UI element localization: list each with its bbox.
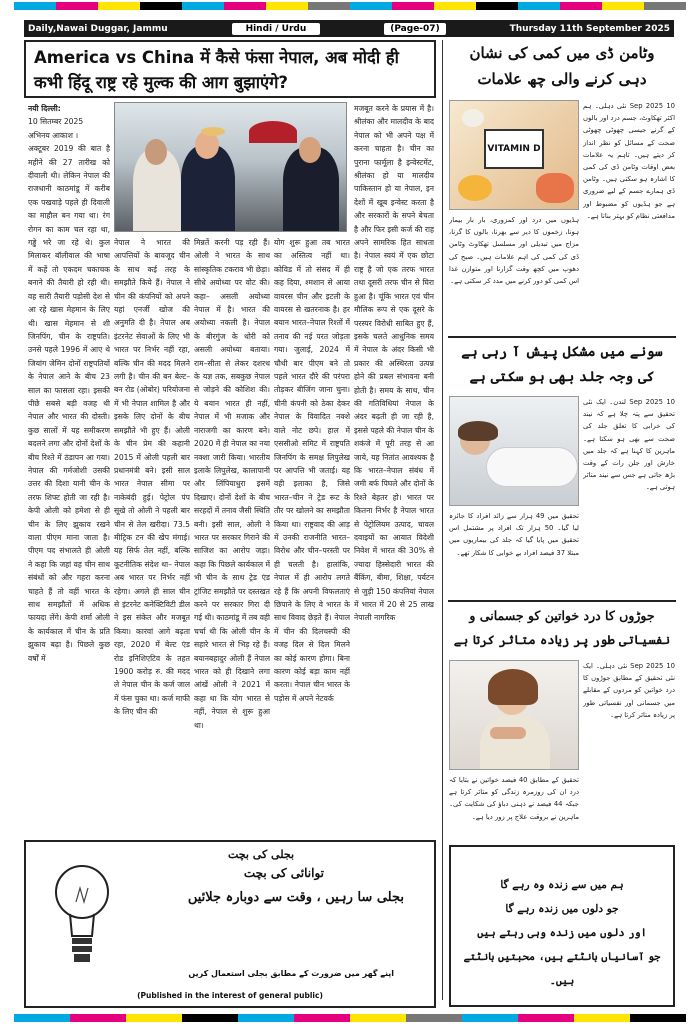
lead-story-col-4 [274,236,350,840]
dateline: नयी दिल्ली: [28,104,61,113]
quote-line-3: اور دلوں میں زندہ وہی رہتے ہیں [477,927,647,939]
registration-strip [14,2,686,10]
rule [448,336,676,338]
story-text: नेपाल ने भारत की आपत्तियों के बावजूद चीन के साथ कई तरह के समझौते किये हैं। नेपाल ने चीन की कंपनियों को अपने यहां एनर्जी खोज की अनुमति दी है। नेपाल अब इंटरनेट सेवाओं के लिए भी भारत पर निर्भर नहीं रहा, बल्कि चीन की मदद मिलने लगी है। चीन की बन बेल्ट–बन रोड (ओबोर) परियोजना में भी नेपाल शामिल है और इसके लिए दोनों के बीच समझौते भी हुए हैं। ओली के चीन प्रेम की कहानी 2015 में ओली पहली बार प्रधानमंत्री बने। इसी साल भारत नेपाल सीमा पर नाकेबंदी हुई। पेट्रोल पंप सूखे तो ओली ने पहली बार चीन से तेल खरीदा। 73.5 मीट्रिक टन की खेप मंगाई। यह सिर्फ तेल नहीं, बल्कि कूटनीतिक संदेश था– नेपाल अब भारत पर निर्भर नहीं रहेगा। अगले ही साल चीन से इंटरनेट कनेक्टिविटी डील ने इस संकेत और मजबूत किया। कारवां आगे बढ़ता रहा, 2020 में बेल्ट एंड रोड इनिशिएटिव के तहत 1900 करोड़ रु. की मदद ले नेपाल चीन के कर्ज जाल में फंस चुका था। कर्ज माफी के लिए चीन की [114,238,190,717]
story-text: تحقیق میں 49 ہزار سے زائد افراد کا جائزہ لیا گیا۔ 50 ہزار تک افراد پر مشتمل اس تحقیق میں پایا گیا کہ جلد کی بیماریوں میں مبتلا 37 فیصد افراد بے خوابی کا شکار تھے۔ [449,512,579,557]
paper-title: Daily,Nawai Duggar, Jammu [28,23,168,34]
story-text: 10 Sep 2025 نئی دہلی۔ ہم اکثر تھکاوٹ، جسم درد اور بالوں کے گرنے جیسی چھوٹی چھوٹی صحت کے مسائل کو نظر انداز کر دیتے ہیں۔ تاہم یہ علامات بعض اوقات وٹامن ڈی کی کمی کا اشارہ ہو سکتی ہیں۔ وٹامن ڈی ہمارے جسم کے لیے ضروری ہے جو ہڈیوں کو مضبوط اور مدافعتی نظام کو بہتر بناتا ہے۔ [583,102,675,220]
story-text: 10 Sep 2025 لندن۔ ایک نئی تحقیق سے پتہ چلا ہے کہ نیند کی خرابی کا تعلق جلد کی صحت سے بھی ہو سکتا ہے۔ ماہرین کا کہنا ہے کہ جلد میں خارش اور جلن رات کے وقت بڑھ جاتی ہے جس سے نیند متاثر ہوتی ہے۔ [583,398,675,492]
lead-story-col-5 [354,102,434,840]
vitamin-headline-line-1: وٹامن ڈی میں کمی کی نشان [469,44,655,62]
lead-story-col-3 [194,236,270,840]
vitamin-photo [449,100,579,210]
sleep-col-right [583,396,675,596]
joint-headline-line-1: جوڑوں کا درد خواتین کو جسمانی و [469,608,655,623]
sleep-col-left [449,510,579,596]
sleep-headline-line-2: کی وجہ جلد بھی ہو سکتی ہے [469,369,655,385]
lead-story-col-1 [28,102,110,840]
story-text: अक्टूबर 2019 की बात है महीने की 27 तारीख को दीवाली थी। लेकिन नेपाल की राजधानी काठमांडू में करीब एक पखवाड़े पहले ही दिवाली का माहौल बन गया था। रंग रोगन का काम चल रहा था, गड्ढे भरे जा रहे थे। कुल मिलाकर बॉलीवाल की भाषा में कहें तो एकदम चकाचक बनाने की तैयारी हो रही थी। वह सारी तैयारी पड़ोसी देश से आ रहे खास मेहमान के लिए थी। खास मेहमान से शी जिनपिंग, चीन के राष्ट्रपति। उनसे पहले 1996 में आए थे जियांग जेमिन दोनों राष्ट्रपतियों के नेपाल आने के बीच 23 साल का फासला रहा। इसकी पीछे सबसे बड़ी वजह थी नेपाल और भारत की दोस्ती। कुछ सालों में यह समीकरण बदलने लगा और दोनों देशों के बीच रिश्ते में ठंडापन आ गया। नेपाल की गर्मजोशी उसकी उत्तर की दिशा यानी चीन के तरफ शिफ्ट होती जा रही है। केपी ओली को हमेशा से ही चीन के लिए झुकाव रखने वाला पीएम माना जाता है। पीएम पद संभालते ही ओली ने कहा कि जहां वह चीन साथ संबंधों को और गहरा करना चाहते हैं तो वहीं भारत के साथ समझौतों में अधिक फायदा लेंगे। केपी शर्मा ओली के कार्यकाल में चीन के प्रति झुकाव बढ़ा है। पिछले कुछ वर्षों में [28,144,110,663]
quote-box [449,845,675,1007]
vitamin-card: VITAMIN D [484,129,544,169]
story-text: मजबूत करने के प्रयास में है। श्रीलंका और मालदीव के बाद नेपाल को भी अपने पक्ष में करना चाहता है। चीन का पुराना फार्मूला है इन्वेस्टमेंट, श्रीलंका हो या मालदीव पाकिस्तान हो या नेपाल, इन देशों में खूब इन्वेस्ट करता है और सरकारों के सपने बेचता है और फिर इसी कर्ज की राह अपने सामरिक हित साधता है। नेपाल स्वयं में एक छोटा राष्ट्र है जो एक तरफ भारत तथा दूसरी तरफ चीन से घिरा हुआ है। चूंकि भारत एवं चीन मौलिक रूप से एक दूसरे के परस्पर विरोधी साबित हुए हैं, इसके चलते आधुनिक समय में नेपाल के अंदर किसी भी प्रकार की अस्थिरता उत्पन्न होने की प्रबल संभावना बनी होती है। समय के साथ, चीन की गतिविधियां नेपाल के अंदर बढ़ती ही जा रही है, इससे पहले की नेपाल चीन के शकंजे में पूरी तरह से आ जाये, यह नितांत आवश्यक है कि भारत–नेपाल संबंध में जमी बर्फ पिघले और दोनों के रिश्ते बेहतर हो। भारत पर कितना निर्भर है नेपाल भारत से पेट्रोलियम उत्पाद, चावल दवाइयों का आयात विदेशी निवेश में भारत की 30% से ज्यादा हिस्सेदारी भारत की बैंकिंग, बीमा, शिक्षा, पर्यटन से जुड़ी 150 कंपनियां नेपाल में भारत में 20 से 25 लाख नेपाली नागरिक [354,104,434,623]
joint-col-left [449,774,579,836]
joint-photo [449,660,579,770]
electricity-ad [24,840,436,1008]
joint-headline [448,604,676,652]
dateline-date: 10 सितम्बर 2025 [28,117,84,127]
author: अभिनय आकाश । [28,130,79,140]
story-text: मिन्नतें करनी पड़ रही हैं। ओली ने भारत के साथ सांस्कृतिक टकराव भी छेड़ा। सीधे अयोध्या पर वोट की। कहा– असली अयोध्या नेपाल में है। भारत की अयोध्या नकली है। नेपाल के बीरगुंज के थोरी को असली अयोध्या बताया। राम–सीता से लेकर दशरथ के यज्ञ तक, सबकुछ नेपाल से जोड़ने की कोशिश की। ये बयान भारत ही नहीं, नेपाल में भी मजाक और नाराजगी का कारण बने। 2020 में ही नेपाल का नया नक्शा जारी किया। भारतीय इलाके लिपुलेख, कालापानी और लिंपियाधुरा इसमें दिखाए। दोनों देशों के बीच सरहदों में तनाव जैसी स्थिति बनी। इसी साल, ओली ने भारत पर सरकार गिराने की साजिश का आरोप जड़ा। कहा कि पिछले कार्यकाल में भी चीन के साथ ट्रेड एंड ट्रांजिट समझौते पर दस्तखत करने पर सरकार गिरा दी गई थी। काठमांडू में तब वही चर्चा थी कि ओली चीन के सहारे भारत से भिड़ रहे हैं। बयानबहादुर ओली हैं नेपाल भारत को ही दिखाने लगा आंखें ओली ने 2021 में कहा था कि योग भारत से नहीं, नेपाल से शुरू हुआ था। [194,238,270,730]
quote-line-2: جو دلوں میں زندہ رہے گا [505,903,619,915]
sleep-headline-line-1: سونے میں مشکل پیش آ رہی ہے [461,344,663,360]
ad-line-1: بجلی کی بچت [228,848,294,861]
vitamin-col-left [449,214,579,332]
ad-line-4: اپنے گھر میں ضرورت کے مطابق بجلی استعمال کریں [188,969,394,978]
ad-line-2: توانائی کی بچت [243,866,324,880]
language-label: Hindi / Urdu [232,23,321,35]
page-number: (Page-07) [384,23,445,35]
rule [448,600,676,602]
story-text: ہڈیوں میں درد اور کمزوری، بار بار بیمار ہونا، زخموں کا دیر سے بھرنا، بالوں کا گرنا، مزاج میں تبدیلی اور مسلسل تھکاوٹ وٹامن ڈی کی کمی کی اہم علامات ہیں۔ صبح کی دھوپ میں کچھ وقت گزارنا اور متوازن غذا اس کمی کو دور کرنے میں مدد کر سکتی ہے۔ [449,216,579,286]
story-text: تحقیق کے مطابق 40 فیصد خواتین نے بتایا کہ درد ان کی روزمرہ زندگی کو متاثر کرتا ہے جبکہ 44 فیصد نے ذہنی دباؤ کی شکایت کی۔ ماہرین نے بروقت علاج پر زور دیا ہے۔ [449,776,579,821]
masthead [24,20,674,37]
vitamin-headline-line-2: دہی کرنے والی چھ علامات [477,70,647,88]
lead-headline-box [24,40,436,98]
vitamin-col-right [583,100,675,332]
ad-line-5: (Published in the interest of general public) [137,991,323,1000]
registration-strip-bottom [14,1014,686,1022]
issue-date: Thursday 11th September 2025 [509,23,670,34]
lead-story-col-2 [114,236,190,840]
story-text: योग शुरू हुआ तब भारत का अस्तित्व नहीं था। कोविड में तो संसद में ही कह दिया, श्मशान से आया वायरस चीन और इटली के वायरस से खतरनाक है। हर बयान भारत–नेपाल रिश्तों में तनाव की नई परत जोड़ता गया। जुलाई, 2024 में चौथी बार पीएम बने तो पहले भारत दौरे की परंपरा तोड़कर बीजिंग जाना चुना। चीनी कंपनी को ठेका देकर नेपाल के विवादित नक्शे वाले नोट छपे। हाल में एससीओ समिट में राष्ट्रपति जिनपिंग के समक्ष लिपुलेख पर आपत्ति भी जताई। यह वही इलाका है, जिसे भारत–चीन ने ट्रेड रूट के तौर पर खोलने का समझौता किया था। राष्ट्रवाद की आड़ में उनकी राजनीति भारत–विरोध और चीन–परस्ती पर ही चलती है। हालांकि, नेपाल में ही आरोप लगते रहे हैं कि अपनी विफलताएं छिपाने के लिए वे भारत के साथ विवाद छेड़ते हैं। नेपाल में चीन की दिलचस्पी की वजह दिल से दिल मिलने का कोई कारण होगा। बिना कारण कोई बड़ा काम नहीं करता। नेपाल चीन भारत के पड़ोस में अपने नेटवर्क [274,238,350,703]
sleep-headline [448,340,676,390]
lead-photo [114,102,347,232]
story-text: 10 Sep 2025 نئی دہلی۔ ایک نئی تحقیق کے مطابق جوڑوں کا درد خواتین کو مردوں کے مقابلے میں جسمانی اور نفسیاتی طور پر زیادہ متاثر کرتا ہے۔ [583,662,675,719]
ad-line-3: بجلی سا رہیں ، وقت سے دوبارہ جلائیں [187,890,404,905]
section-divider [442,40,443,1000]
quote-line-4: جو آسانیاں بانٹتے ہیں، محبتیں بانٹتے ہیں۔ [463,951,661,987]
joint-headline-line-2: نفسیاتی طور پر زیادہ متاثر کرتا ہے [453,632,671,647]
vitamin-headline [448,40,676,92]
light-bulb-icon [54,858,110,974]
joint-col-right [583,660,675,836]
quote-line-1: ہم میں سے زندہ وہ رہے گا [500,879,624,891]
lead-headline: America vs China में कैसे फंसा नेपाल, अब मोदी ही कभी हिंदू राष्ट्र रहे मुल्क की आग बुझाएंगे? [34,48,399,92]
sleep-photo [449,396,579,506]
